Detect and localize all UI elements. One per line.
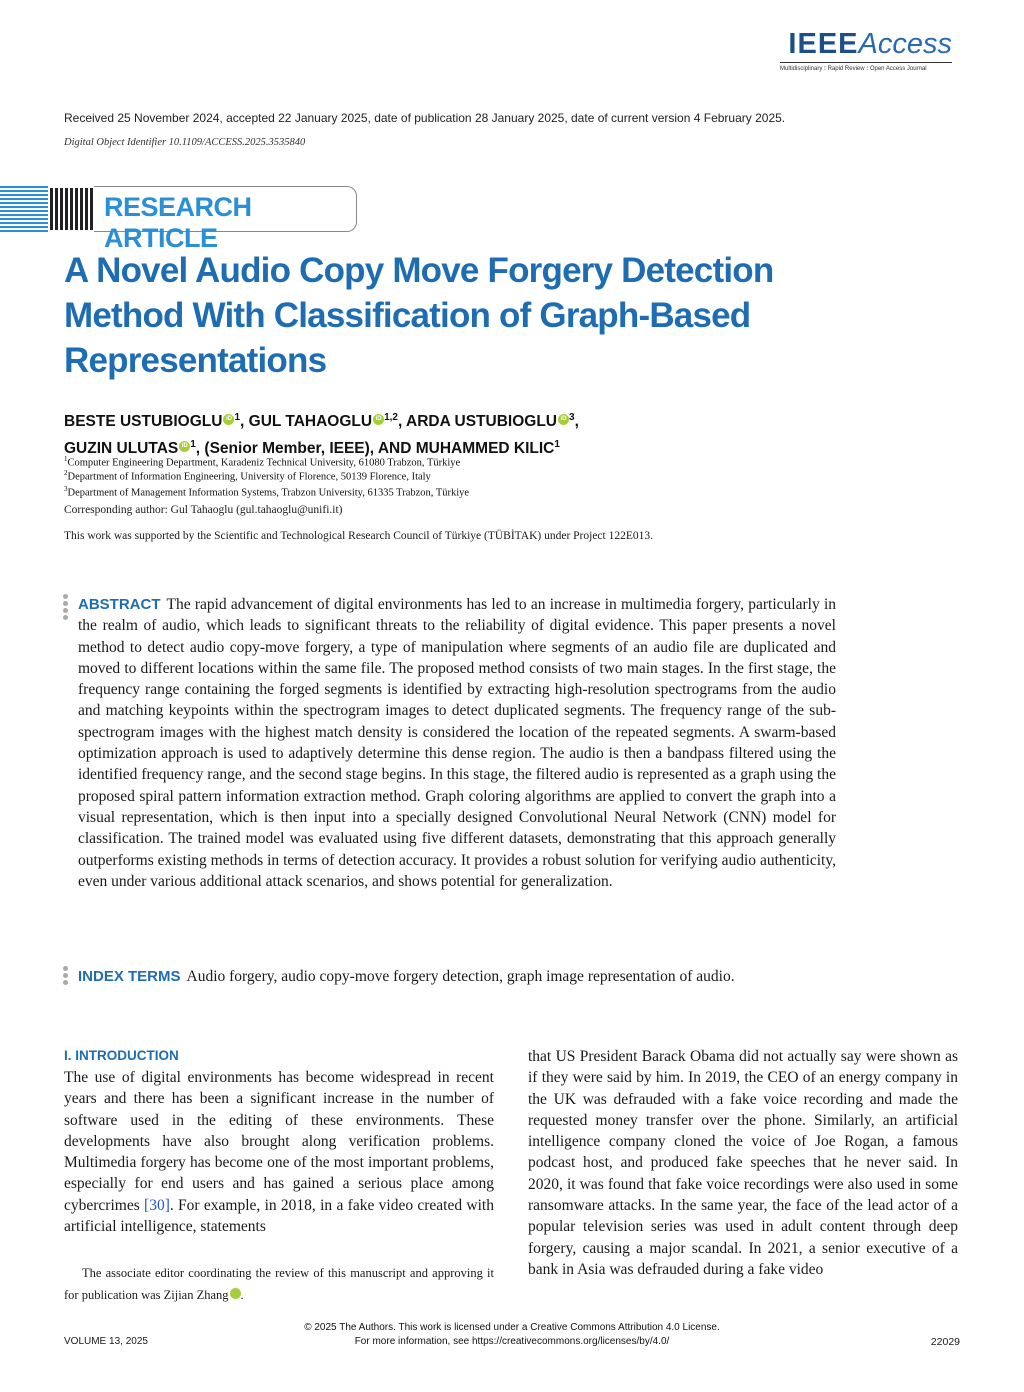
banner-label: RESEARCH ARTICLE	[104, 192, 252, 253]
orcid-icon[interactable]: iD	[558, 414, 569, 425]
volume-label: VOLUME 13, 2025	[64, 1336, 148, 1347]
affiliation	[64, 485, 469, 499]
editor-footnote-text: The associate editor coordinating the review of this manuscript and approving it for publication was Zijian Zhang	[64, 1266, 494, 1302]
index-terms-marker-dots	[63, 966, 68, 987]
page-number: 22029	[930, 1336, 960, 1348]
journal-tagline: Multidisciplinary ⁝ Rapid Review ⁝ Open Access Journal	[780, 62, 952, 72]
author-affil-sup: 1	[190, 439, 196, 451]
brand-access: Access	[858, 28, 952, 60]
affiliation	[64, 455, 460, 469]
intro-text: . For example, in 2018, in a fake video created with artificial intelligence, statements	[64, 1196, 494, 1236]
license-link[interactable]: For more information, see https://creativecommons.org/licenses/by/4.0/	[354, 1336, 670, 1347]
editor-footnote	[64, 1262, 494, 1306]
banner-stripes	[0, 186, 48, 232]
brand-ieee: IEEE	[788, 28, 859, 60]
intro-text: The use of digital environments has become widespread in recent years and there has been a significant increase in the number of software used in the editing of these environments. These developments have also brought along verification problems. Multimedia forgery has become one of the most important problems, especially for end users and has gained a serious place among cybercrimes	[64, 1069, 494, 1214]
doi-line: Digital Object Identifier 10.1109/ACCESS.2025.3535840	[64, 137, 306, 148]
editor-footnote-end: .	[240, 1288, 244, 1302]
affiliation-num: 3	[64, 485, 68, 493]
abstract-text: The rapid advancement of digital environments has led to an increase in multimedia forgery, particularly in the realm of audio, which leads to significant threats to the reliability of digital evidence. This paper presents a novel method to detect audio copy-move forgery, a type of manipulation where segments of an audio file are duplicated and moved to different locations within the same file. The proposed method consists of two main stages. In the first stage, the frequency range containing the forged segments is identified by extracting high-resolution spectrograms from the audio and matching keypoints within the spectrogram images to detect duplicated segments. The frequency range of the sub-spectrogram images with the highest match density is considered the location of the repeated segments. A swarm-based optimization approach is used to adaptively determine this dense region. The audio is then a bandpass filtered using the identified frequency range, and the second stage begins. In this stage, the filtered audio is represented as a graph using the proposed spiral pattern information extraction method. Graph coloring algorithms are applied to convert the graph into a visual representation, which is then input into a specially designed Convolutional Neural Network (CNN) model for classification. The trained model was evaluated using five different datasets, demonstrating that this approach generally outperforms existing methods in terms of detection accuracy. It provides a robust solution for verifying audio authenticity, even under various additional attack scenarios, and shows potential for generalization.	[78, 596, 836, 890]
author-affil-sup: 1,2	[384, 412, 398, 423]
affiliation-text: Computer Engineering Department, Karadeniz Technical University, 61080 Trabzon, Türkiye	[67, 457, 461, 469]
intro-column-left	[64, 1046, 494, 1237]
journal-brand	[780, 28, 952, 60]
intro-column-right: that US President Barack Obama did not actually say were shown as if they were said by him. In 2019, the CEO of an energy company in the UK was defrauded with a fake voice recording and made the requested money transfer over the phone. Similarly, an artificial intelligence company cloned the voice of Joe Rogan, a famous podcast host, and produced fake speeches that he never said. In 2020, it was found that fake voice recordings were also used in some ransomware attacks. In the same year, the face of the lead actor of a popular television series was used in adult content through deep forgery, causing a major scandal. In 2021, a senior executive of a bank in Asia was defrauded during a fake video	[528, 1048, 958, 1278]
author-affil-sup: 3	[569, 412, 575, 423]
author-name: BESTE USTUBIOGLU	[64, 413, 223, 431]
orcid-icon[interactable]: iD	[373, 414, 384, 425]
orcid-icon[interactable]: iD	[179, 441, 190, 452]
author-name: GUZIN ULUTAS	[64, 440, 179, 458]
license-line: © 2025 The Authors. This work is licensed under a Creative Commons Attribution 4.0 License.	[304, 1322, 720, 1333]
license-footer	[0, 1321, 1024, 1349]
author-list: BESTE USTUBIOGLU iD $^1$, GUL TAHAOGLU iD $^{1,2}$, ARDA USTUBIOGLU iD $^3$, GUZIN ULUTAS iD $^1$, (Senior Member, IEEE), AND MUHAMMED KILIC$^1$	[64, 412, 579, 458]
orcid-icon[interactable]: iD	[230, 1288, 241, 1299]
journal-logo	[780, 28, 952, 72]
affiliation-num: 2	[64, 469, 68, 477]
author-membership: (Senior Member, IEEE),	[204, 440, 375, 458]
index-terms-text: Audio forgery, audio copy-move forgery detection, graph image representation of audio.	[186, 968, 735, 985]
paper-title: A Novel Audio Copy Move Forgery Detection Method With Classification of Graph-Based Representations	[64, 251, 774, 380]
orcid-icon[interactable]: iD	[223, 414, 234, 425]
author-and: AND	[377, 440, 412, 458]
affiliation-text: Department of Information Engineering, University of Florence, 50139 Florence, Italy	[67, 471, 431, 483]
received-dates: Received 25 November 2024, accepted 22 January 2025, date of publication 28 January 2025, date of current version 4 February 2025.	[64, 111, 786, 125]
corresponding-author: Corresponding author: Gul Tahaoglu (gul.tahaoglu@unifi.it)	[64, 504, 343, 516]
index-terms-label: INDEX TERMS	[78, 968, 181, 985]
author-name: ARDA USTUBIOGLU	[406, 413, 557, 431]
author-affil-sup: 1	[554, 439, 560, 451]
index-terms	[78, 966, 878, 988]
author-name: MUHAMMED KILIC	[415, 440, 555, 458]
research-article-banner	[0, 186, 358, 253]
author-affil-sup: 1	[234, 412, 241, 423]
citation-link[interactable]: [30]	[144, 1196, 170, 1214]
author-name: GUL TAHAOGLU	[248, 413, 373, 431]
affiliation	[64, 469, 431, 483]
affiliation-text: Department of Management Information Systems, Trabzon University, 61335 Trabzon, Türkiye	[67, 487, 470, 499]
funding-note: This work was supported by the Scientific and Technological Research Council of Türkiye (TÜBİTAK) under Project 122E013.	[64, 530, 653, 542]
affiliation-num: 1	[64, 455, 68, 463]
section-heading: I. INTRODUCTION	[64, 1048, 179, 1063]
abstract-marker-dots	[63, 594, 68, 622]
banner-bars	[50, 188, 94, 230]
abstract-label: ABSTRACT	[78, 596, 161, 613]
abstract	[78, 594, 836, 892]
